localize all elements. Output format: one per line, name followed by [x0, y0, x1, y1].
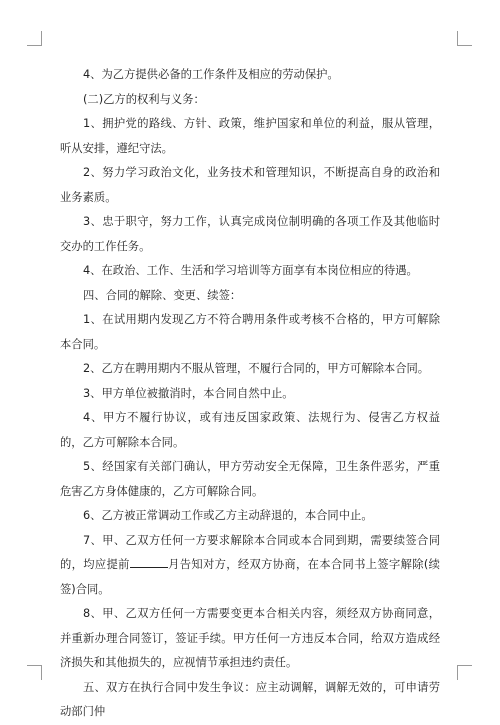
- paragraph: 4、甲方不履行协议，或有违反国家政策、法规行为、侵害乙方权益的，乙方可解除本合同。: [60, 411, 440, 449]
- paragraph: 5、经国家有关部门确认，甲方劳动安全无保障，卫生条件恶劣，严重危害乙方身体健康的，乙方可解除合同。: [60, 460, 440, 498]
- section-heading: (二)乙方的权利与义务：: [83, 92, 205, 106]
- crop-mark-bottom-left: [27, 665, 42, 680]
- section-heading: 五、双方在执行合同中发生争议：应主动调解，调解无效的，可申请劳动部门仲: [60, 680, 440, 718]
- crop-mark-bottom-right: [457, 665, 472, 680]
- paragraph: 8、甲、乙双方任何一方需要变更本合相关内容，须经双方协商同意，并重新办理合同签订，签证手续。甲方任何一方违反本合同，给双方造成经济损失和其他损失的，应视情节承担违约责任。: [60, 607, 440, 669]
- paragraph: 2、乙方在聘用期内不服从管理，不履行合同的，甲方可解除本合同。: [83, 362, 430, 375]
- crop-mark-top-left: [27, 31, 42, 46]
- paragraph: 3、忠于职守，努力工作，认真完成岗位制明确的各项工作及其他临时交办的工作任务。: [60, 215, 440, 253]
- paragraph-7-prefix: 提前: [106, 558, 130, 571]
- paragraph: 4、为乙方提供必备的工作条件及相应的劳动保护。: [83, 68, 339, 81]
- paragraph: 3、甲方单位被撤消时，本合同自然中止。: [83, 386, 294, 400]
- paragraph-7: [60, 529, 440, 603]
- section-heading: 四、合同的解除、变更、续签：: [83, 288, 242, 302]
- document-body: [60, 63, 440, 725]
- paragraph: 2、努力学习政治文化，业务技术和管理知识，不断提高自身的政治和业务素质。: [60, 166, 440, 204]
- crop-mark-top-right: [457, 31, 472, 46]
- paragraph: 4、在政治、工作、生活和学习培训等方面享有本岗位相应的待遇。: [83, 264, 418, 277]
- paragraph: 1、在试用期内发现乙方不符合聘用条件或考核不合格的，甲方可解除本合同。: [60, 313, 440, 351]
- paragraph: 1、拥护党的路线、方针、政策，维护国家和单位的利益，服从管理，听从安排，遵纪守法。: [60, 117, 440, 155]
- paragraph-7-line1: 7、甲、乙双方任何一方要求解除本合同或本合同到期，需要续签合同的，均应: [60, 533, 440, 571]
- paragraph: 6、乙方被正常调动工作或乙方主动辞退的，本合同中止。: [83, 509, 373, 522]
- paragraph-7-suffix: 月告知对方，经双方协商，在本合同书上签字解除(续签)合同。: [60, 558, 440, 596]
- blank-underline: [130, 555, 168, 568]
